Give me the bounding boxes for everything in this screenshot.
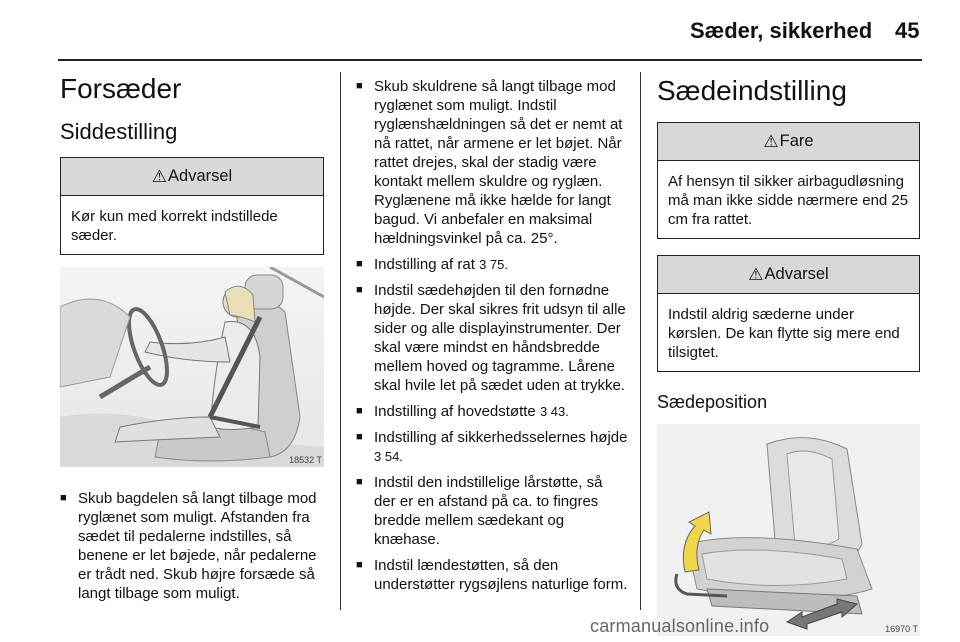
- warning-box-title: Advarsel: [764, 265, 829, 283]
- page-header: [0, 0, 960, 60]
- page-reference: 3 54.: [374, 449, 403, 464]
- driver-seating-illustration: [60, 267, 324, 467]
- danger-box-header: [658, 123, 919, 161]
- list-item: ■ Skub skuldrene så langt tilbage mod ryglænet som muligt. Indstil ryglænshældningen så det er nemt at nå rattet, når armene er let bøjet. Når rattet drejes, skal der stadig være kontakt mellem skuldre og ryglæn. Ryglænene må ikke hælde for langt bagud. Vi anbefaler en maksimal hældningsvinkel på ca. 25°.: [356, 77, 628, 248]
- list-item: ■ Skub bagdelen så langt tilbage mod ryglænet som muligt. Afstanden fra sædet til pedalerne indstilles, så benene er let bøjede, når pedalerne er trådt ned. Skub højre forsæde så langt tilbage som muligt.: [60, 489, 324, 603]
- chapter-title: Sæder, sikkerhed: [690, 18, 873, 43]
- warning-triangle-icon: ⚠: [748, 264, 764, 284]
- seat-adjustment-drawing: [657, 424, 920, 636]
- warning-box-header: [658, 256, 919, 294]
- driver-seating-drawing: [60, 267, 324, 467]
- seat-adjustment-illustration: [657, 424, 920, 636]
- page-number: 45: [895, 18, 920, 43]
- list-item: ■ Indstilling af rat 3 75.: [356, 255, 628, 274]
- section-subheading: Sædeposition: [657, 392, 768, 412]
- warning-box-body: Kør kun med korrekt indstillede sæder.: [71, 208, 278, 244]
- header-divider: [58, 59, 922, 61]
- watermark: carmanualsonline.info: [590, 616, 770, 636]
- warning-triangle-icon: ⚠: [151, 166, 168, 186]
- column-right: [657, 70, 920, 636]
- list-item: ■ Indstilling af hovedstøtte 3 43.: [356, 402, 628, 421]
- warning-box-body: Indstil aldrig sæderne under kørslen. De kan flytte sig mere end tilsigtet.: [668, 306, 900, 361]
- column-divider: [340, 72, 341, 610]
- figure-number: 18532 T: [289, 455, 322, 465]
- list-item: ■ Indstil lændestøtten, så den understøtter rygsøjlens naturlige form.: [356, 556, 628, 594]
- column-left: [60, 70, 324, 610]
- warning-box: [657, 255, 920, 372]
- danger-box-title: Fare: [779, 132, 814, 150]
- list-item: ■ Indstil den indstillelige lårstøtte, så der er en afstand på ca. to fingres bredde mellem sædekant og knæhase.: [356, 473, 628, 549]
- warning-box-title: Advarsel: [168, 167, 233, 185]
- warning-triangle-icon: ⚠: [763, 131, 779, 151]
- bullet-list: [60, 489, 324, 603]
- danger-box-body: Af hensyn til sikker airbagudløsning må man ikke sidde nærmere end 25 cm fra rattet.: [668, 173, 909, 228]
- figure-number: 16970 T: [885, 624, 918, 634]
- section-heading: Forsæder: [60, 73, 182, 104]
- section-subheading: Siddestilling: [60, 119, 178, 144]
- list-item: ■ Indstilling af sikkerhedsselernes højde 3 54.: [356, 428, 628, 466]
- section-heading: Sædeindstilling: [657, 75, 847, 106]
- warning-box-header: [61, 158, 323, 196]
- page-reference: 3 75.: [479, 257, 508, 272]
- warning-box: [60, 157, 324, 255]
- list-item: ■ Indstil sædehøjden til den fornødne højde. Der skal sikres frit udsyn til alle sider og alle displayinstrumenter. Der skal være mindst en håndsbredde mellem hoved og tagramme. Lårene skal hvile let på sædet uden at trykke.: [356, 281, 628, 395]
- column-middle: [356, 77, 628, 601]
- column-divider: [640, 72, 641, 610]
- bullet-list: [356, 77, 628, 594]
- danger-box: [657, 122, 920, 239]
- page-reference: 3 43.: [539, 404, 569, 419]
